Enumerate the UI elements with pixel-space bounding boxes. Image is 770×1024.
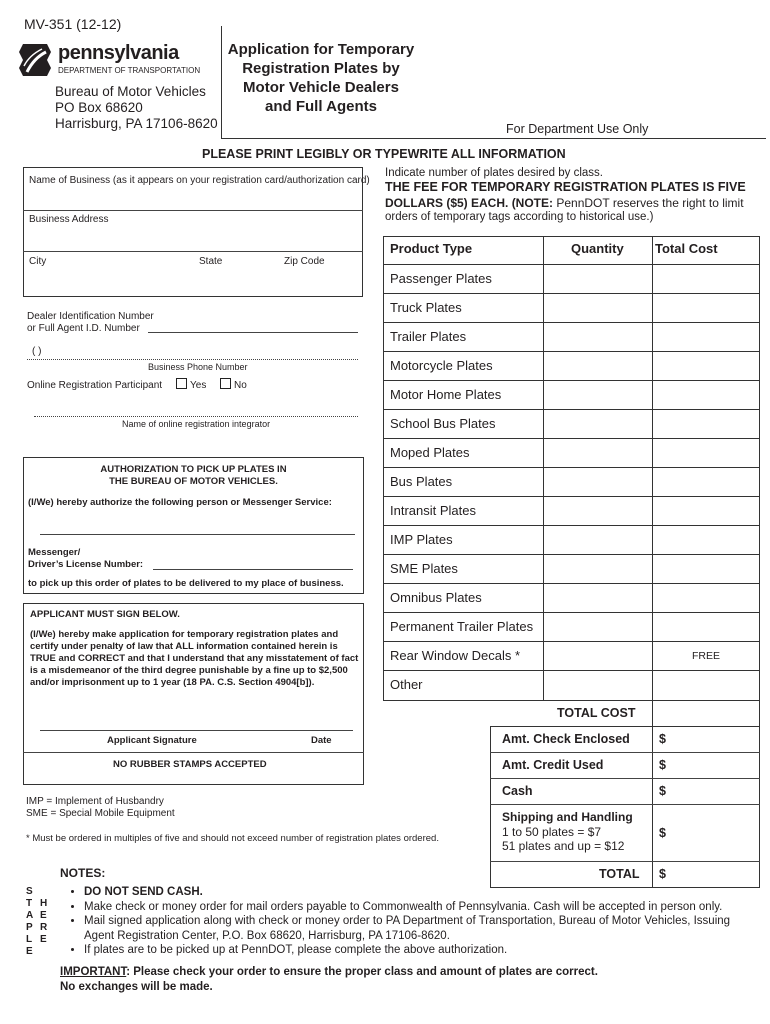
zip-label: Zip Code (284, 256, 325, 267)
payment-divider-1 (490, 752, 760, 753)
staple-letter: E (26, 946, 33, 957)
fee-bold-1: THE FEE FOR TEMPORARY REGISTRATION PLATES IS FIVE (385, 180, 746, 194)
important-label: IMPORTANT (60, 966, 127, 978)
here-column (40, 898, 50, 946)
here-letter: R (40, 922, 48, 933)
online-yes-option[interactable] (176, 378, 206, 391)
here-letter: H (40, 898, 48, 909)
note-item: • If plates are to be picked up at PennDOT, please complete the above authorization. (84, 943, 754, 958)
city-label: City (29, 256, 47, 267)
table-row (383, 584, 760, 613)
quantity-input[interactable] (544, 642, 652, 670)
product-type-label: Intransit Plates (390, 503, 476, 518)
integrator-input[interactable] (34, 400, 358, 417)
payment-column-divider (652, 726, 653, 888)
form-number: MV-351 (12-12) (24, 16, 122, 32)
table-row (383, 642, 760, 671)
header-quantity: Quantity (571, 241, 624, 256)
credit-used-label: Amt. Credit Used (502, 758, 604, 772)
product-type-label: Rear Window Decals * (390, 648, 521, 663)
table-row (383, 381, 760, 410)
address-line-3: Harrisburg, PA 17106-8620 (55, 116, 218, 131)
dealer-id-label-1: Dealer Identification Number (27, 311, 154, 322)
drivers-license-input[interactable] (153, 557, 353, 570)
business-phone-label: Business Phone Number (148, 362, 248, 372)
title-line-1: Application for Temporary (227, 41, 415, 58)
credit-dollar[interactable]: $ (659, 758, 666, 772)
product-type-label: Moped Plates (390, 445, 470, 460)
penndot-logo (18, 42, 52, 78)
department-name: DEPARTMENT OF TRANSPORTATION (58, 66, 201, 75)
table-row (383, 468, 760, 497)
fee-bold-2: DOLLARS ($5) EACH. (385, 196, 509, 210)
header-total-cost: Total Cost (655, 241, 718, 256)
quantity-input[interactable] (544, 497, 652, 525)
cash-label: Cash (502, 784, 533, 798)
signature-label: Applicant Signature (107, 735, 197, 746)
quantity-input[interactable] (544, 323, 652, 351)
shipping-block (502, 810, 633, 854)
total-cost-input[interactable]: FREE (691, 650, 720, 662)
check-enclosed-label: Amt. Check Enclosed (502, 732, 630, 746)
shipping-title: Shipping and Handling (502, 810, 633, 824)
important-text: : Please check your order to ensure the proper class and amount of plates are correct. (126, 966, 598, 978)
imp-definition: IMP = Implement of Husbandry (26, 796, 164, 807)
grand-total-dollar[interactable]: $ (659, 867, 666, 881)
table-row (383, 294, 760, 323)
table-row (383, 497, 760, 526)
quantity-input[interactable] (544, 294, 652, 322)
fee-intro: Indicate number of plates desired by class. (385, 167, 603, 179)
business-address-label: Business Address (29, 214, 109, 225)
fee-note-line-2: orders of temporary tags according to historical use.) (385, 211, 654, 223)
product-type-label: Motor Home Plates (390, 387, 502, 402)
dept-use-box (221, 138, 766, 139)
messenger-label-2: Driver’s License Number: (28, 559, 144, 570)
payment-box (490, 726, 760, 888)
quantity-input[interactable] (544, 468, 652, 496)
integrator-label: Name of online registration integrator (122, 419, 271, 429)
applicant-divider (23, 752, 364, 753)
fee-line-2 (385, 196, 744, 210)
quantity-input[interactable] (544, 410, 652, 438)
notes-title: NOTES: (60, 866, 106, 880)
quantity-input[interactable] (544, 265, 652, 293)
phone-area-code: ( ) (32, 346, 42, 357)
no-rubber-stamps: NO RUBBER STAMPS ACCEPTED (113, 759, 267, 770)
table-row (383, 671, 760, 700)
quantity-input[interactable] (544, 584, 652, 612)
product-type-label: Bus Plates (390, 474, 453, 489)
title-line-4: and Full Agents (265, 98, 377, 115)
no-exchanges: No exchanges will be made. (60, 981, 213, 993)
applicant-statement: (I/We) hereby make application for temporary registration plates and certify under penalty of law that ALL information contained herein is TRUE and CORRECT and that I understand that any misstatement of fact is a misdemeanor of the third degree punishable by a fine up to $2,500 and/or imprisonment up to 1 year (18 PA. C.S. Section 4904[b]). (30, 629, 359, 688)
product-type-label: Truck Plates (390, 300, 462, 315)
staple-letter: P (26, 922, 33, 933)
business-name-label: Name of Business (as it appears on your registration card/authorization card) (29, 175, 370, 186)
address-line-1: Bureau of Motor Vehicles (55, 84, 206, 99)
quantity-input[interactable] (544, 613, 652, 641)
dept-use-label: For Department Use Only (506, 122, 649, 136)
business-phone-input[interactable] (27, 345, 358, 360)
messenger-label (28, 547, 143, 571)
quantity-input[interactable] (544, 439, 652, 467)
staple-letter: T (26, 898, 33, 909)
note-item: • Make check or money order for mail orders payable to Commonwealth of Pennsylvania. Cash will be accepted in person only. (84, 900, 754, 915)
fee-note-bold: (NOTE: (511, 196, 554, 210)
payment-divider-4 (490, 861, 760, 862)
deliver-text: to pick up this order of plates to be delivered to my place of business. (28, 578, 344, 589)
applicant-title: APPLICANT MUST SIGN BELOW. (30, 609, 180, 620)
staple-column (26, 886, 36, 958)
business-divider-1 (23, 210, 363, 211)
note-item: • DO NOT SEND CASH. (84, 885, 754, 900)
cash-dollar[interactable]: $ (659, 784, 666, 798)
product-type-label: Other (390, 677, 423, 692)
no-label: No (234, 380, 247, 391)
total-cost-label: TOTAL COST (557, 706, 636, 720)
header-divider (221, 26, 222, 138)
shipping-rate-1: 1 to 50 plates = $7 (502, 824, 602, 839)
date-label: Date (311, 735, 332, 746)
dealer-id-label-2: or Full Agent I.D. Number (27, 323, 140, 334)
shipping-rate-2: 51 plates and up = $12 (502, 839, 625, 853)
table-row (383, 410, 760, 439)
authorization-title-1: AUTHORIZATION TO PICK UP PLATES IN (100, 464, 287, 475)
state-label: State (199, 256, 223, 267)
quantity-input[interactable] (544, 555, 652, 583)
address-line-2: PO Box 68620 (55, 100, 143, 115)
authorize-text: (I/We) hereby authorize the following person or Messenger Service: (28, 497, 332, 508)
table-row (383, 323, 760, 352)
title-line-2: Registration Plates by (242, 60, 400, 77)
here-letter: E (40, 934, 47, 945)
product-type-label: IMP Plates (390, 532, 453, 547)
quantity-input[interactable] (544, 526, 652, 554)
product-type-label: SME Plates (390, 561, 458, 576)
payment-divider-3 (490, 804, 760, 805)
table-row (383, 526, 760, 555)
messenger-label-1: Messenger/ (28, 547, 81, 558)
no-checkbox[interactable] (220, 378, 231, 389)
staple-letter: A (26, 910, 34, 921)
payment-divider-2 (490, 778, 760, 779)
table-row (383, 555, 760, 584)
table-row (383, 265, 760, 294)
product-type-label: Passenger Plates (390, 271, 492, 286)
quantity-input[interactable] (544, 352, 652, 380)
here-letter: E (40, 910, 47, 921)
authorization-title (23, 464, 364, 488)
note-item: • Mail signed application along with check or money order to PA Department of Transportation, Bureau of Motor Vehicles, Issuing Agent Registration Center, P.O. Box 68620, Harrisburg, PA 17106-8620. (84, 914, 754, 943)
business-address-field[interactable] (24, 228, 362, 250)
table-row (383, 352, 760, 381)
product-type-label: School Bus Plates (390, 416, 496, 431)
agency-name: pennsylvania (58, 42, 179, 64)
staple-letter: S (26, 886, 33, 897)
sme-definition: SME = Special Mobile Equipment (26, 808, 175, 819)
check-dollar[interactable]: $ (659, 732, 666, 746)
fee-note-rest: PennDOT reserves the right to limit (556, 196, 744, 210)
product-type-label: Trailer Plates (390, 329, 467, 344)
grand-total-label: TOTAL (599, 867, 640, 881)
online-no-option[interactable] (220, 378, 247, 391)
form-title (223, 40, 419, 116)
total-cost-cell[interactable] (652, 701, 760, 727)
business-divider-2 (23, 251, 363, 252)
quantity-input[interactable] (544, 381, 652, 409)
authorized-person-input[interactable] (40, 518, 355, 535)
table-row (383, 439, 760, 468)
product-type-label: Omnibus Plates (390, 590, 482, 605)
dealer-id-input[interactable] (148, 320, 358, 333)
notes-list (70, 885, 754, 958)
product-type-label: Motorcycle Plates (390, 358, 493, 373)
business-name-field[interactable] (24, 188, 362, 209)
yes-label: Yes (190, 380, 207, 391)
header-product-type: Product Type (390, 241, 473, 256)
online-registration-label: Online Registration Participant (27, 380, 163, 391)
yes-checkbox[interactable] (176, 378, 187, 389)
staple-letter: L (26, 934, 33, 945)
keystone-logo-icon (18, 42, 52, 78)
shipping-dollar[interactable]: $ (659, 826, 666, 840)
table-row (383, 613, 760, 642)
title-line-3: Motor Vehicle Dealers (243, 79, 399, 96)
city-state-zip-field[interactable] (24, 270, 362, 296)
quantity-input[interactable] (544, 671, 652, 699)
table-header-row (383, 236, 760, 265)
product-type-label: Permanent Trailer Plates (390, 619, 534, 634)
authorization-title-2: THE BUREAU OF MOTOR VEHICLES. (109, 476, 278, 487)
decal-footnote: * Must be ordered in multiples of five and should not exceed number of registration plates ordered. (26, 833, 439, 844)
important-note (60, 966, 598, 978)
applicant-signature-input[interactable] (40, 714, 353, 731)
print-instruction: PLEASE PRINT LEGIBLY OR TYPEWRITE ALL INFORMATION (202, 147, 566, 161)
